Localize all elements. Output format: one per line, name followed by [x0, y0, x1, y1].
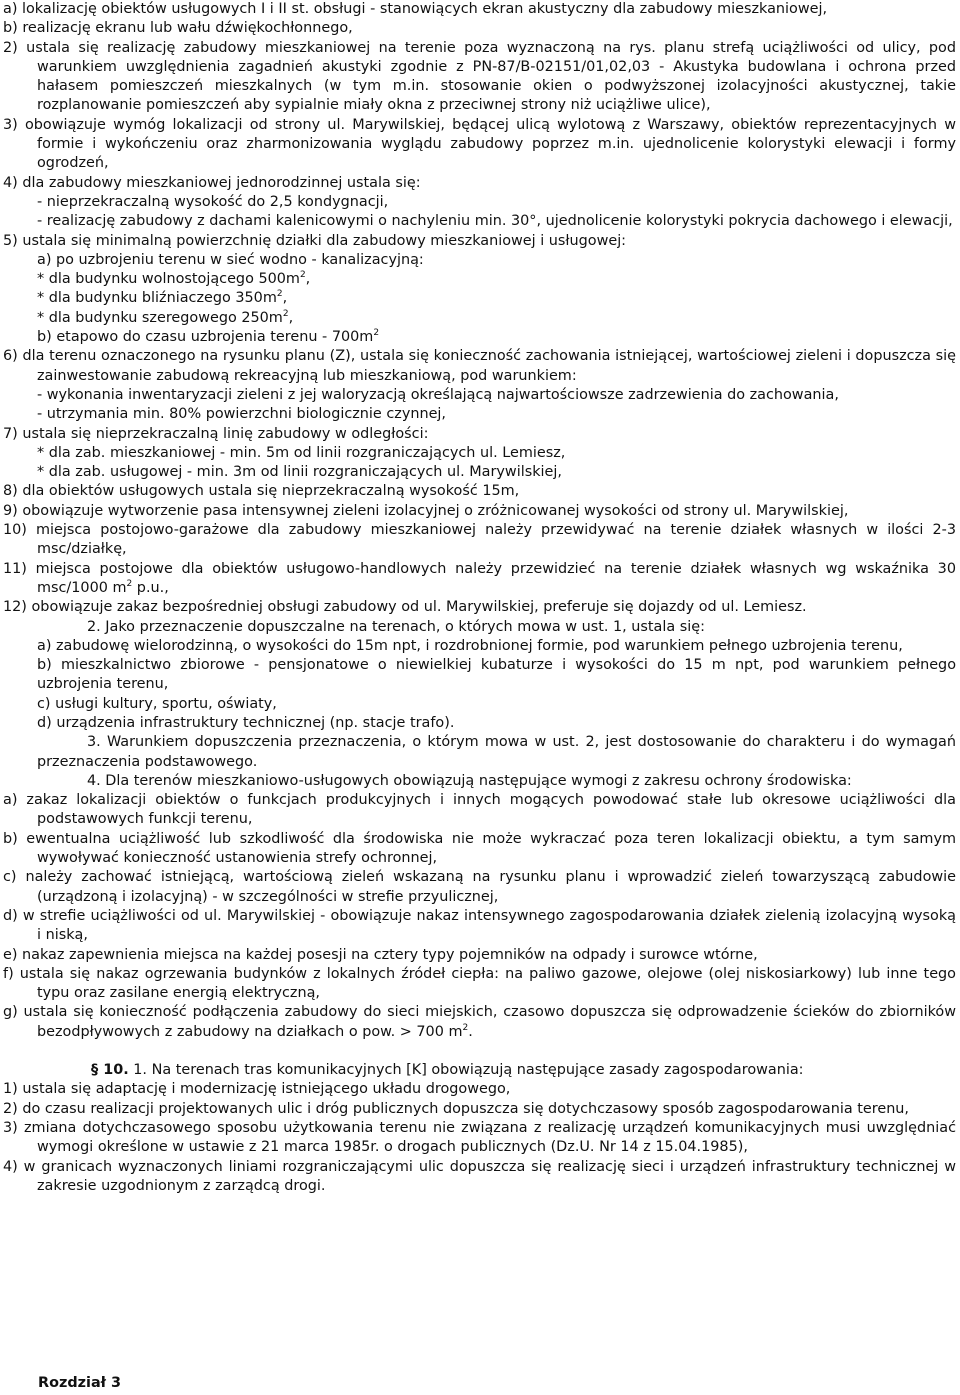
list-item: b) mieszkalnictwo zbiorowe - pensjonatowe o niewielkiej kubaturze i wysokości do 15 m npt, pod warunkiem pełnego uzbrojenia terenu,	[37, 657, 956, 693]
list-item: b) ewentualna uciążliwość lub szkodliwość dla środowiska nie może wykraczać poza teren lokalizacji obiektu, a tym samym wywoływać konieczność ustanowienia strefy ochronnej,	[3, 830, 956, 867]
section-number: § 10.	[91, 1062, 129, 1079]
list-item: a) zakaz lokalizacji obiektów o funkcjach produkcyjnych i innych mogących powodować stałe lub okresowe uciążliwości dla podstawowych funkcji terenu,	[3, 792, 956, 828]
list-item-text: b) etapowo do czasu uzbrojenia terenu - 700m	[37, 329, 374, 346]
list-item: a) zabudowę wielorodzinną, o wysokości do 15m npt, i rozdrobnionej formie, pod warunkiem pełnego uzbrojenia terenu,	[37, 637, 903, 654]
list-item	[3, 309, 956, 328]
paragraph: 4. Dla terenów mieszkaniowo-usługowych obowiązują następujące wymogi z zakresu ochrony środowiska:	[87, 772, 852, 789]
list-item: - nieprzekraczalną wysokość do 2,5 kondygnacji,	[37, 193, 389, 210]
list-item-text: * dla budynku szeregowego 250m	[37, 309, 283, 326]
list-item-text: 11) miejsca postojowe dla obiektów usługowo-handlowych należy przewidzieć na terenie działek własnych wg wskaźnika 30 msc/1000 m	[3, 560, 956, 596]
list-item-text: g) ustala się konieczność podłączenia zabudowy do sieci miejskich, czasowo dopuszcza się odprowadzenie ścieków do zbiorników bezodpływowych z zabudowy na działkach o pow. > 700 m	[3, 1004, 956, 1040]
list-item: f) ustala się nakaz ogrzewania budynków z lokalnych źródeł ciepła: na paliwo gazowe, olejowe (olej niskosiarkowy) lub inne tego typu oraz zasilane energią elektryczną,	[3, 965, 956, 1002]
list-item-text: p.u.,	[132, 579, 169, 596]
list-item-text: * dla budynku wolnostojącego 500m	[37, 271, 300, 288]
list-item-text: .	[468, 1023, 473, 1040]
spacer	[3, 1042, 956, 1061]
list-item: 4) dla zabudowy mieszkaniowej jednorodzinnej ustala się:	[3, 174, 421, 191]
list-item	[3, 560, 956, 599]
list-item-text: ,	[282, 290, 288, 307]
list-item	[3, 1003, 956, 1042]
section-paragraph	[3, 1061, 956, 1080]
list-item-text: ,	[305, 271, 311, 288]
list-item: d) w strefie uciążliwości od ul. Marywilskiej - obowiązuje nakaz intensywnego zagospodarowania działek zielenią izolacyjną wysoką i niską,	[3, 907, 956, 944]
list-item: 5) ustala się minimalną powierzchnię działki dla zabudowy mieszkaniowej i usługowej:	[3, 232, 627, 249]
list-item: - wykonania inwentaryzacji zieleni z jej waloryzacją określającą najwartościowsze zadrzewienia do zachowania,	[37, 386, 839, 403]
list-item: * dla zab. usługowej - min. 3m od linii rozgraniczających ul. Marywilskiej,	[37, 464, 562, 481]
list-item: 1) ustala się adaptację i modernizację istniejącego układu drogowego,	[3, 1081, 511, 1098]
paragraph: 3. Warunkiem dopuszczenia przeznaczenia, o którym mowa w ust. 2, jest dostosowanie do charakteru i do wymagań przeznaczenia podstawowego.	[37, 734, 956, 770]
list-item: 6) dla terenu oznaczonego na rysunku planu (Z), ustala się konieczność zachowania istniejącej, wartościowej zieleni i dopuszcza się zainwestowanie zabudową rekreacyjną lub mieszkaniową, pod warunkiem:	[3, 348, 956, 384]
list-item	[3, 328, 956, 347]
superscript: 2	[126, 579, 133, 590]
list-item: e) nakaz zapewnienia miejsca na każdej posesji na cztery typy pojemników na odpady i surowce wtórne,	[3, 946, 758, 963]
superscript: 2	[462, 1022, 469, 1033]
list-item	[3, 289, 956, 308]
list-item: 3) obowiązuje wymóg lokalizacji od strony ul. Marywilskiej, będącej ulicą wylotową z Warszawy, obiektów reprezentacyjnych w formie i wykończeniu oraz zharmonizowania wyglądu zabudowy poprzez m.in. ujednolicenie kolorystyki elewacji i formy ogrodzeń,	[3, 116, 956, 172]
list-item: a) lokalizację obiektów usługowych I i II st. obsługi - stanowiących ekran akustyczny dla zabudowy mieszkaniowej,	[3, 1, 828, 17]
list-item	[3, 270, 956, 289]
list-item: b) realizację ekranu lub wału dźwiękochłonnego,	[3, 20, 353, 37]
list-item: * dla zab. mieszkaniowej - min. 5m od linii rozgraniczających ul. Lemiesz,	[37, 444, 566, 461]
chapter-heading: Rozdział 3	[38, 1375, 122, 1391]
section-text: 1. Na terenach tras komunikacyjnych [K] obowiązują następujące zasady zagospodarowania:	[128, 1062, 804, 1079]
list-item: - realizację zabudowy z dachami kalenicowymi o nachyleniu min. 30°, ujednolicenie kolorystyki pokrycia dachowego i elewacji,	[37, 213, 953, 230]
paragraph: 2. Jako przeznaczenie dopuszczalne na terenach, o których mowa w ust. 1, ustala się:	[87, 618, 705, 635]
list-item: 3) zmiana dotychczasowego sposobu użytkowania terenu nie związana z realizację urządzeń komunikacyjnych musi uwzględniać wymogi określone w ustawie z 21 marca 1985r. o drogach publicznych (Dz.U. Nr 14 z 15.04.1985),	[3, 1119, 956, 1156]
list-item: 8) dla obiektów usługowych ustala się nieprzekraczalną wysokość 15m,	[3, 483, 520, 500]
list-item-text: * dla budynku bliźniaczego 350m	[37, 290, 277, 307]
list-item: c) usługi kultury, sportu, oświaty,	[37, 695, 277, 712]
list-item-text: ,	[288, 309, 294, 326]
list-item: 9) obowiązuje wytworzenie pasa intensywnej zieleni izolacyjnej o zróżnicowanej wysokości od strony ul. Marywilskiej,	[3, 502, 849, 519]
list-item: - utrzymania min. 80% powierzchni biologicznie czynnej,	[37, 406, 447, 423]
superscript: 2	[276, 289, 283, 300]
list-item: 2) do czasu realizacji projektowanych ulic i dróg publicznych dopuszcza się dotychczasowy sposób zagospodarowania terenu,	[3, 1100, 910, 1117]
superscript: 2	[282, 308, 289, 319]
list-item: d) urządzenia infrastruktury technicznej (np. stacje trafo).	[37, 714, 455, 731]
superscript: 2	[373, 328, 380, 339]
list-item: a) po uzbrojeniu terenu w sieć wodno - kanalizacyjną:	[37, 251, 424, 268]
list-item: 2) ustala się realizację zabudowy mieszkaniowej na terenie poza wyznaczoną na rys. planu strefą uciążliwości od ulicy, pod warunkiem uwzględnienia zagadnień akustyki zgodnie z PN-87/B-02151/01,02,03 - Akustyka budowlana i ochrona przed hałasem pomieszczeń mieszkalnych (w tym m.in. stosowanie okien o podwyższonej izolacyjności akustycznej, takie rozplanowanie pomieszczeń aby sypialnie miały okna z przeciwnej strony niż uciążliwe ulice),	[3, 39, 956, 114]
list-item: 12) obowiązuje zakaz bezpośredniej obsługi zabudowy od ul. Marywilskiej, preferuje się dojazdy od ul. Lemiesz.	[3, 599, 807, 616]
superscript: 2	[299, 270, 306, 281]
list-item: c) należy zachować istniejącą, wartościową zieleń wskazaną na rysunku planu i wprowadzić zieleń towarzyszącą zabudowie (urządzoną i izolacyjną) - w szczególności w strefie przyulicznej,	[3, 869, 956, 905]
list-item: 7) ustala się nieprzekraczalną linię zabudowy w odległości:	[3, 425, 429, 442]
list-item: 10) miejsca postojowo-garażowe dla zabudowy mieszkaniowej należy przewidywać na terenie działek własnych w ilości 2-3 msc/działkę,	[3, 522, 956, 558]
list-item: 4) w granicach wyznaczonych liniami rozgraniczającymi ulic dopuszcza się realizację sieci i urządzeń infrastruktury technicznej w zakresie uzgodnionym z zarządcą drogi.	[3, 1158, 956, 1194]
